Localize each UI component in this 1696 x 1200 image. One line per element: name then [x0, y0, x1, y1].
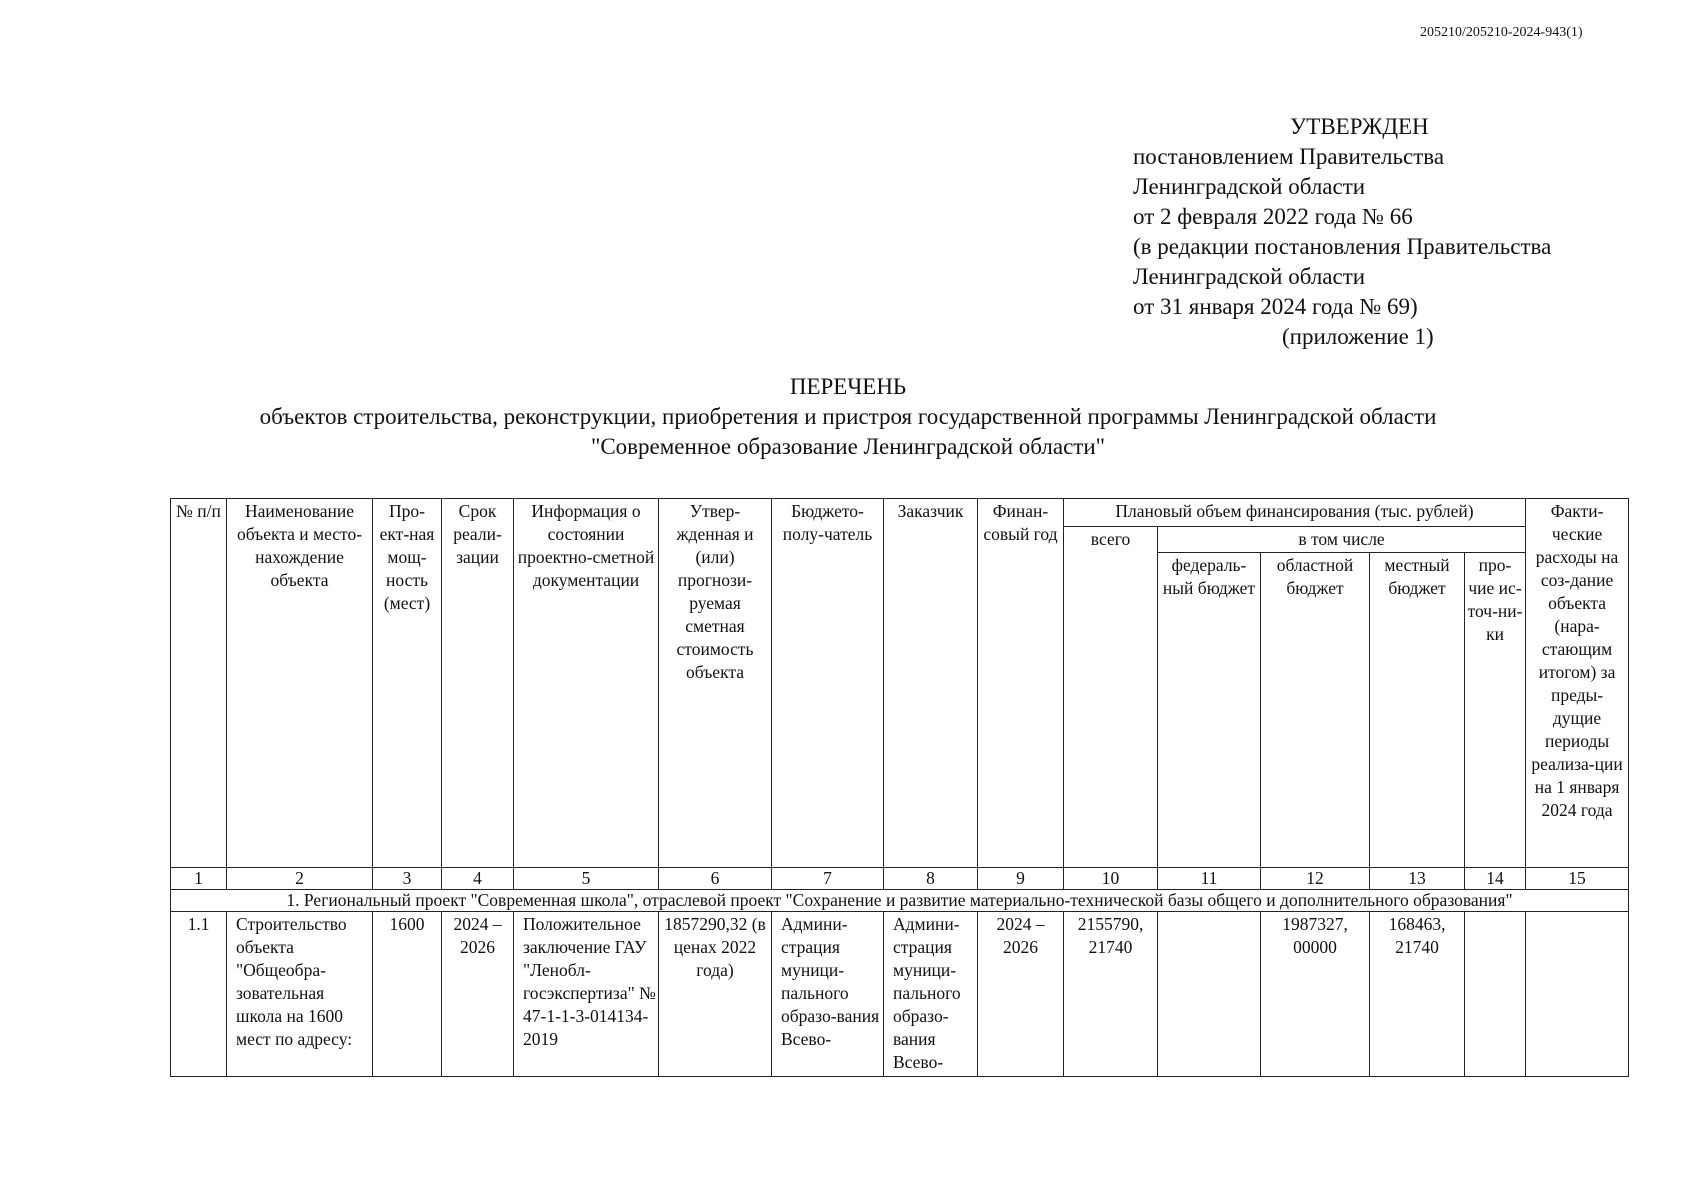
header-regional-budget: областной бюджет	[1261, 553, 1370, 868]
approval-line: (в редакции постановления Правительства	[1133, 234, 1552, 259]
other-sources-value	[1465, 912, 1526, 1077]
approval-line: Ленинградской области	[1133, 264, 1366, 289]
column-number: 15	[1526, 868, 1629, 890]
budget-recipient: Админи-страция муници-пального образо-вания Всево-	[772, 912, 884, 1077]
header-customer: Заказчик	[884, 499, 978, 868]
local-budget-value: 168463, 21740	[1370, 912, 1465, 1077]
document-registration-number: 205210/205210-2024-943(1)	[1420, 25, 1583, 40]
column-number: 13	[1370, 868, 1465, 890]
column-number: 8	[884, 868, 978, 890]
approval-line: Ленинградской области	[1133, 174, 1366, 199]
object-capacity: 1600	[373, 912, 442, 1077]
objects-table	[170, 498, 1629, 1077]
column-number: 6	[659, 868, 772, 890]
approval-block	[1133, 112, 1551, 352]
header-actual-expenses: Факти-ческие расходы на соз-дание объекта (нара-стающим итогом) за преды-дущие периоды реализа-ции на 1 января 2024 года	[1526, 499, 1629, 868]
column-number: 5	[514, 868, 659, 890]
section-title: 1. Региональный проект "Современная школа", отраслевой проект "Сохранение и развитие материально-технической базы общего и дополнительного образования"	[171, 890, 1629, 912]
column-number: 4	[442, 868, 514, 890]
header-total: всего	[1064, 527, 1158, 868]
row-number: 1.1	[171, 912, 227, 1077]
header-number: № п/п	[171, 499, 227, 868]
heading-subtitle: объектов строительства, реконструкции, приобретения и пристроя государственной программы Ленинградской области	[259, 404, 1437, 429]
federal-budget-value	[1158, 912, 1261, 1077]
actual-expenses-value	[1526, 912, 1629, 1077]
estimated-cost: 1857290,32 (в ценах 2022 года)	[659, 912, 772, 1077]
column-number: 3	[373, 868, 442, 890]
column-number: 11	[1158, 868, 1261, 890]
heading-program-name: "Современное образование Ленинградской области"	[590, 434, 1106, 459]
documentation-status: Положительное заключение ГАУ "Ленобл-госэкспертиза" № 47-1-1-3-014134-2019	[514, 912, 659, 1077]
column-number: 12	[1261, 868, 1370, 890]
approval-title: УТВЕРЖДЕН	[1290, 114, 1429, 139]
header-row	[171, 499, 1629, 527]
section-row	[171, 890, 1629, 912]
header-period: Срок реали-зации	[442, 499, 514, 868]
table-row	[171, 912, 1629, 1077]
header-cost: Утвер-жденная и (или) прогнози-руемая сметная стоимость объекта	[659, 499, 772, 868]
regional-budget-value: 1987327, 00000	[1261, 912, 1370, 1077]
column-number: 9	[978, 868, 1064, 890]
header-object-name: Наименование объекта и место-нахождение объекта	[227, 499, 373, 868]
approval-line: от 31 января 2024 года № 69)	[1133, 294, 1418, 319]
document-heading	[0, 372, 1696, 462]
appendix-label: (приложение 1)	[1282, 324, 1434, 349]
heading-title: ПЕРЕЧЕНЬ	[789, 374, 907, 399]
header-including: в том числе	[1158, 527, 1526, 553]
header-other-sources: про-чие ис-точ-ни-ки	[1465, 553, 1526, 868]
column-number: 10	[1064, 868, 1158, 890]
column-number: 14	[1465, 868, 1526, 890]
header-recipient: Бюджето-полу-чатель	[772, 499, 884, 868]
object-name: Строительство объекта "Общеобра-зовательная школа на 1600 мест по адресу:	[227, 912, 373, 1077]
header-planned-financing: Плановый объем финансирования (тыс. рублей)	[1064, 499, 1526, 527]
header-documentation: Информация о состоянии проектно-сметной документации	[514, 499, 659, 868]
column-number: 2	[227, 868, 373, 890]
column-number: 1	[171, 868, 227, 890]
financing-total: 2155790, 21740	[1064, 912, 1158, 1077]
implementation-period: 2024 – 2026	[442, 912, 514, 1077]
approval-line: от 2 февраля 2022 года № 66	[1133, 204, 1413, 229]
financial-year: 2024 – 2026	[978, 912, 1064, 1077]
column-number: 7	[772, 868, 884, 890]
column-numbers-row	[171, 868, 1629, 890]
header-federal-budget: федераль-ный бюджет	[1158, 553, 1261, 868]
header-local-budget: местный бюджет	[1370, 553, 1465, 868]
header-financial-year: Финан-совый год	[978, 499, 1064, 868]
approval-line: постановлением Правительства	[1133, 144, 1445, 169]
header-capacity: Про-ект-ная мощ-ность (мест)	[373, 499, 442, 868]
customer: Админи-страция муници-пального образо-вания Всево-	[884, 912, 978, 1077]
